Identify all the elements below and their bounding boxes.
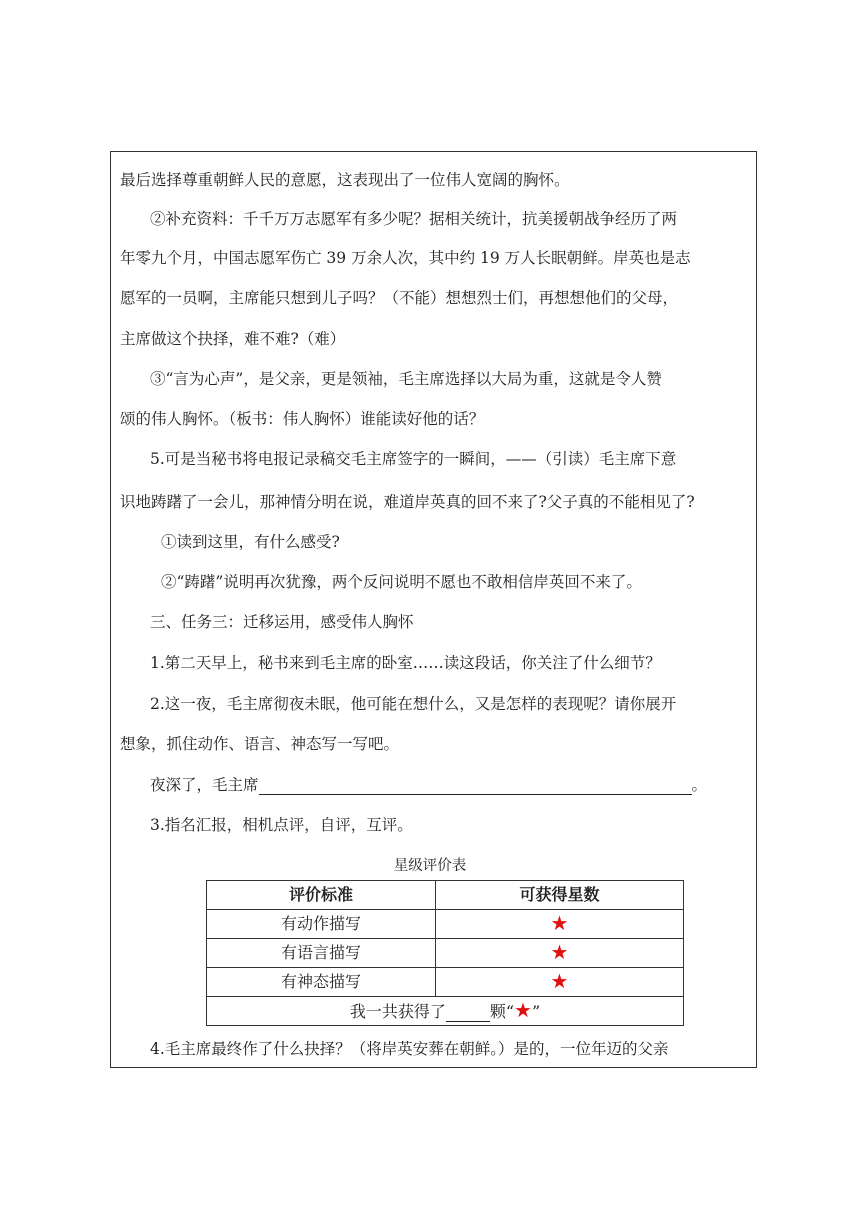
text-line-18: 4.毛主席最终作了什么抉择？（将岸英安葬在朝鲜。）是的，一位年迈的父亲 <box>150 1040 669 1058</box>
text-line-15: 想象，抓住动作、语言、神态写一写吧。 <box>120 735 400 753</box>
text-line-14: 2.这一夜，毛主席彻夜未眠，他可能在想什么，又是怎样的表现呢？请你展开 <box>150 695 677 713</box>
stars-cell <box>436 968 684 997</box>
text-line-2: ②补充资料：千千万万志愿军有多少呢？据相关统计，抗美援朝战争经历了两 <box>150 210 678 228</box>
text-line-8: 5.可是当秘书将电报记录稿交毛主席签字的一瞬间，——（引读）毛主席下意 <box>150 450 677 468</box>
total-suffix: ” <box>531 1002 541 1021</box>
total-middle: 颗“ <box>489 1002 515 1021</box>
text-line-7: 颂的伟人胸怀。（板书：伟人胸怀）谁能读好他的话？ <box>120 410 485 428</box>
text-line-13: 1.第二天早上，秘书来到毛主席的卧室……读这段话，你关注了什么细节？ <box>150 654 661 672</box>
star-icon: ★ <box>550 940 569 964</box>
star-icon: ★ <box>514 998 532 1022</box>
star-icon: ★ <box>550 969 569 993</box>
table-row <box>207 939 684 968</box>
text-line-10: ①读到这里，有什么感受? <box>161 533 340 551</box>
stars-cell <box>436 910 684 939</box>
total-prefix: 我一共获得了 <box>349 1002 446 1021</box>
total-cell <box>207 997 684 1026</box>
criterion-cell: 有语言描写 <box>207 939 436 968</box>
total-blank[interactable] <box>446 1005 490 1022</box>
criterion-cell: 有动作描写 <box>207 910 436 939</box>
text-line-17: 3.指名汇报，相机点评，自评，互评。 <box>150 816 413 834</box>
text-line-6: ③“言为心声”，是父亲，更是领袖，毛主席选择以大局为重，这就是令人赞 <box>150 370 662 388</box>
fill-in-blank[interactable] <box>259 778 692 795</box>
fill-in-prefix: 夜深了，毛主席 <box>150 776 259 794</box>
text-line-5: 主席做这个抉择，难不难?（难） <box>120 330 346 348</box>
fill-in-line <box>150 775 707 795</box>
table-row <box>207 910 684 939</box>
stars-cell <box>436 939 684 968</box>
table-caption: 星级评价表 <box>393 858 467 874</box>
text-line-4: 愿军的一员啊，主席能只想到儿子吗？（不能）想想烈士们，再想想他们的父母， <box>120 289 679 307</box>
header-criterion: 评价标准 <box>207 881 436 910</box>
text-line-3: 年零九个月，中国志愿军伤亡 39 万余人次，其中约 19 万人长眠朝鲜。岸英也是志 <box>120 249 691 267</box>
table-row <box>207 968 684 997</box>
criterion-cell: 有神态描写 <box>207 968 436 997</box>
table-header-row <box>207 881 684 910</box>
table-total-row <box>207 997 684 1026</box>
rating-table <box>206 880 684 1026</box>
section-heading: 三、任务三：迁移运用，感受伟人胸怀 <box>150 613 414 631</box>
star-icon: ★ <box>550 911 569 935</box>
fill-in-suffix: 。 <box>691 776 708 794</box>
text-line-1: 最后选择尊重朝鲜人民的意愿，这表现出了一位伟人宽阔的胸怀。 <box>120 171 570 189</box>
header-stars: 可获得星数 <box>436 881 684 910</box>
text-line-11: ②“踌躇”说明再次犹豫，两个反问说明不愿也不敢相信岸英回不来了。 <box>161 573 642 591</box>
text-line-9: 识地踌躇了一会儿，那神情分明在说，难道岸英真的回不来了?父子真的不能相见了? <box>120 493 695 511</box>
